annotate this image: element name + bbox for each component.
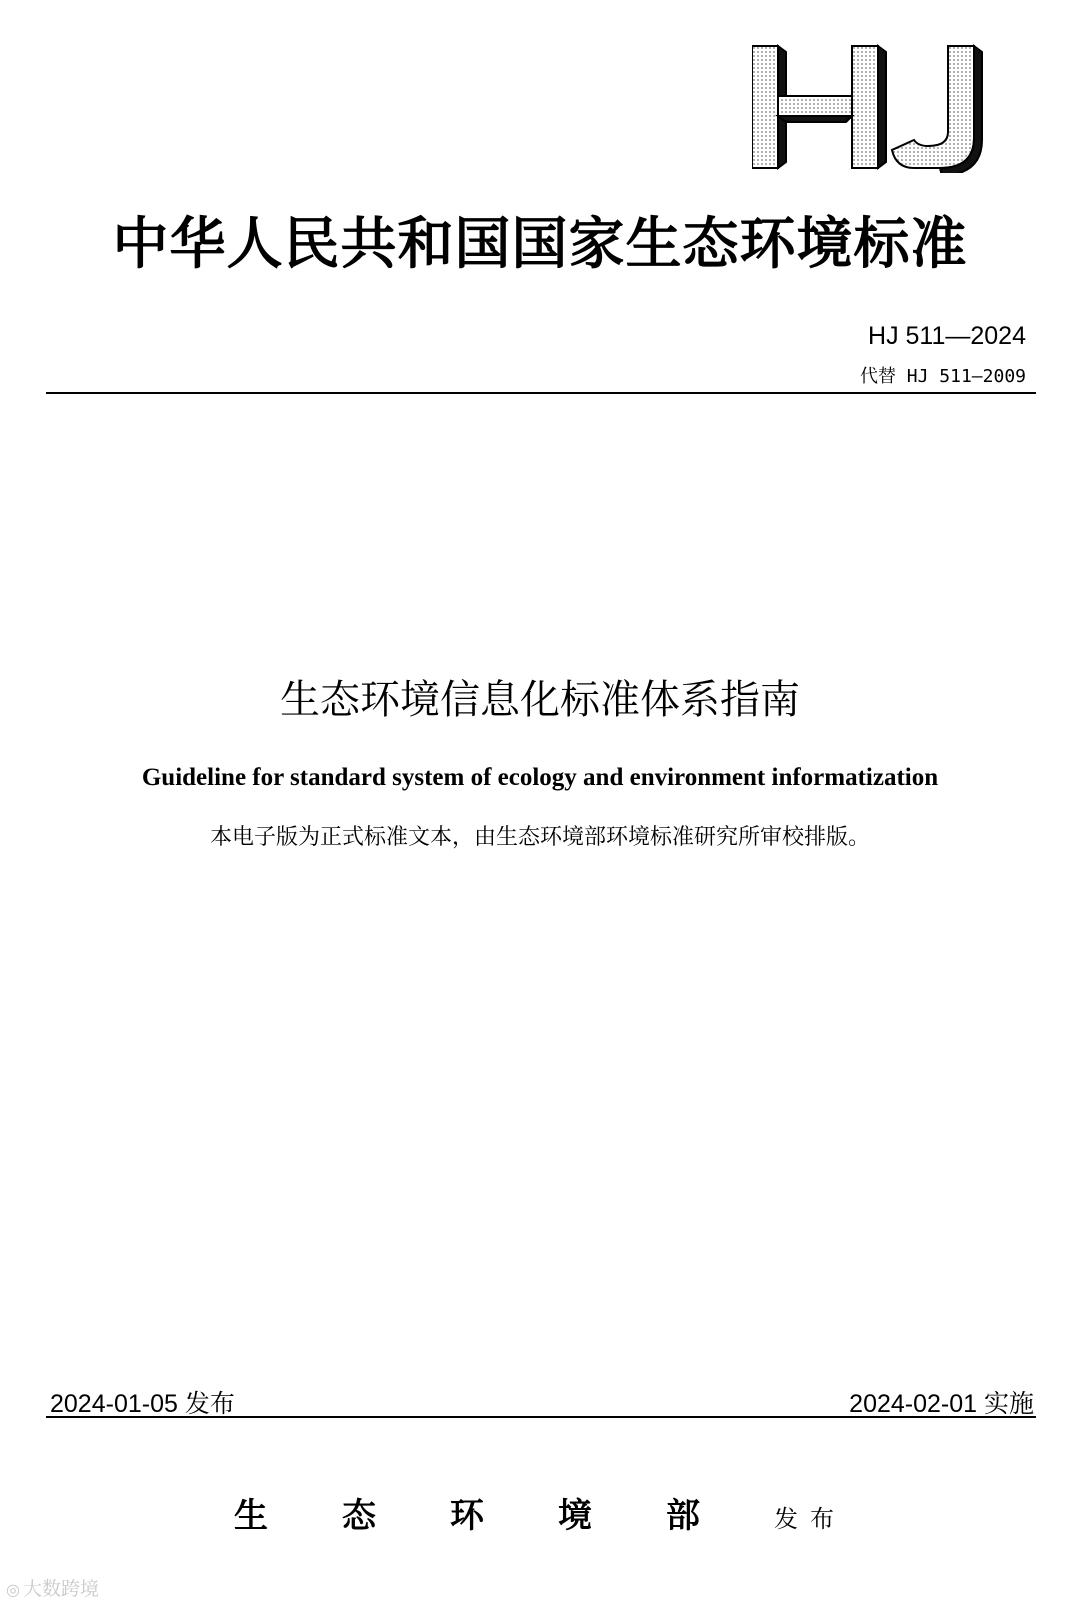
hj-logo xyxy=(752,38,1012,173)
national-standard-title: 中华人民共和国国家生态环境标准 xyxy=(112,211,968,277)
electronic-version-notice: 本电子版为正式标准文本，由生态环境部环境标准研究所审校排版。 xyxy=(209,825,870,850)
logo-icon: ◎ xyxy=(6,1580,20,1599)
document-subtitle-en: Guideline for standard system of ecology and environment informatization xyxy=(141,764,939,791)
standard-code: HJ 511—2024 xyxy=(868,322,1026,350)
document-title: 生态环境信息化标准体系指南 xyxy=(280,677,800,723)
publisher-verb: 发布 xyxy=(774,1505,846,1533)
bottom-divider xyxy=(46,1416,1036,1418)
replaces-standard: 代替 HJ 511—2009 xyxy=(859,366,1026,387)
top-divider xyxy=(46,392,1036,394)
watermark xyxy=(6,1574,99,1601)
effective-date: 2024-02-01 实施 xyxy=(849,1390,1034,1418)
watermark-text: 大数跨境 xyxy=(22,1578,99,1600)
publisher-org: 生态环境部 xyxy=(234,1496,774,1536)
publisher-line xyxy=(0,1488,1080,1537)
issue-date: 2024-01-05 发布 xyxy=(50,1390,235,1418)
